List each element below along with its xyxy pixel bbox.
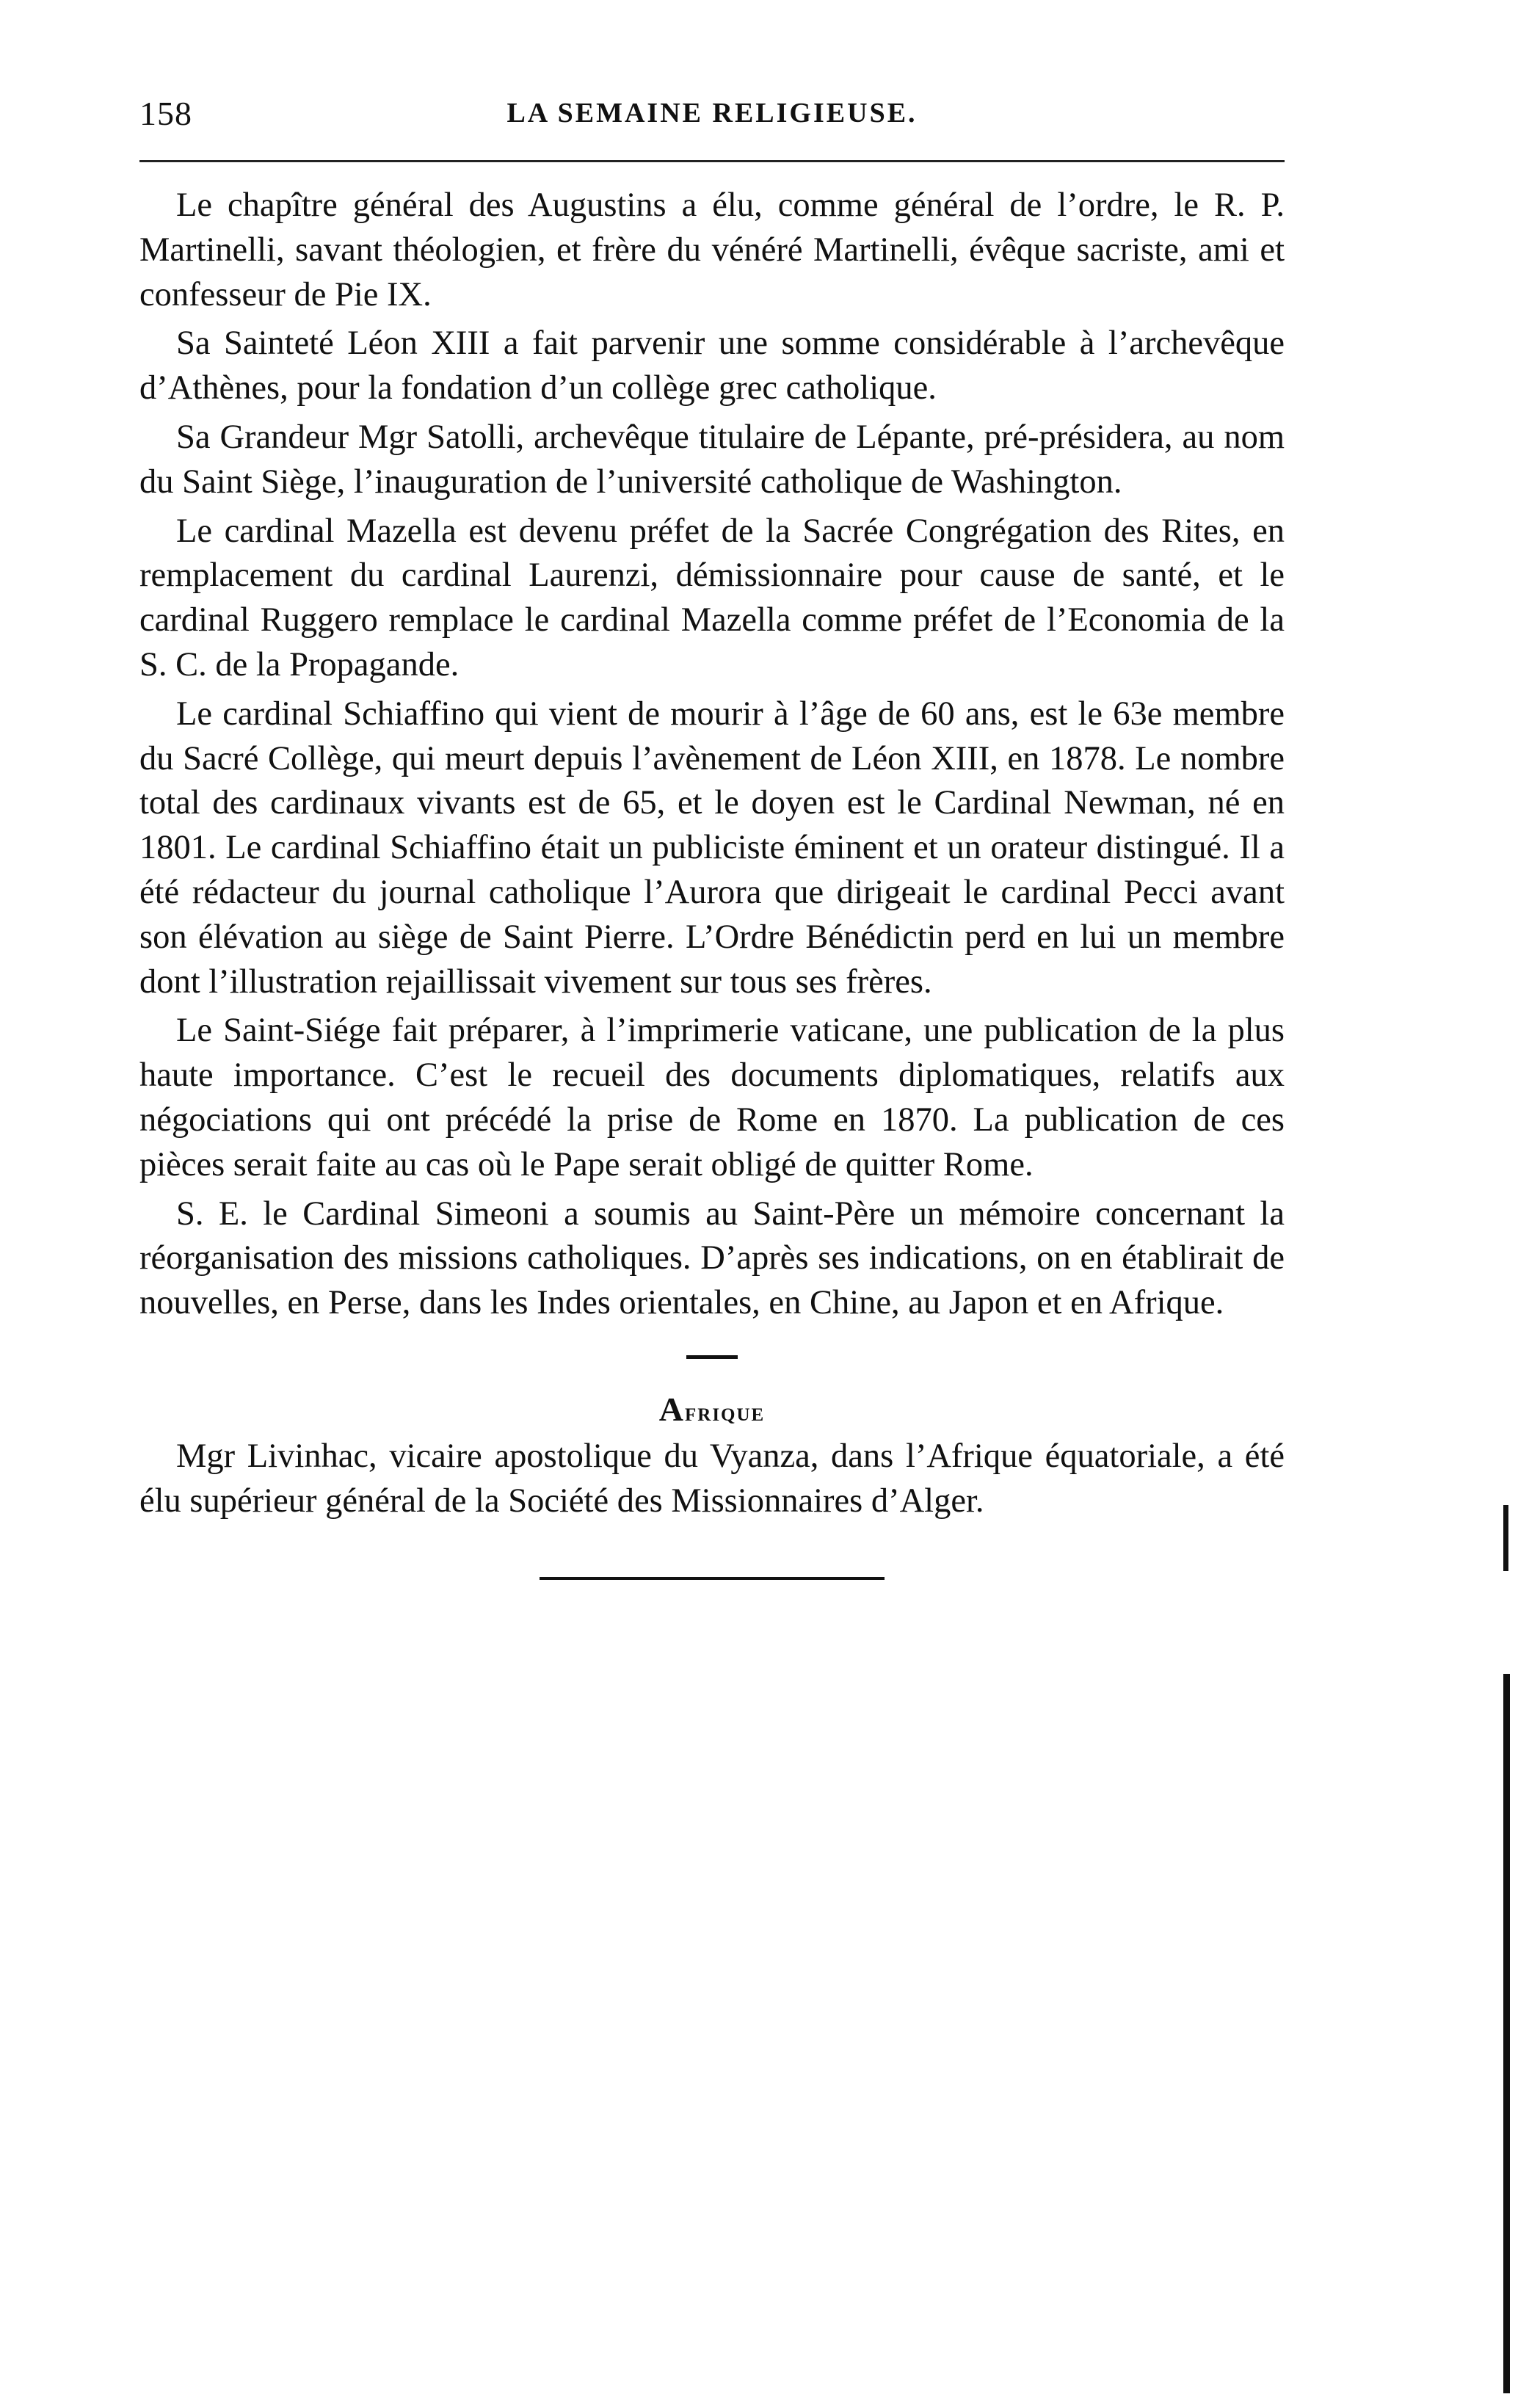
paragraph-saint-siege: Le Saint-Siége fait préparer, à l’imprimerie vaticane, une publication de la plus haute importance. C’est le recueil des documents diplomatiques, relatifs aux négociations qui ont précédé la prise de Rome en 1870. La publication de ces pièces serait faite au cas où le Pape serait obligé de quitter Rome. — [139, 1012, 1285, 1183]
header-rule — [139, 160, 1285, 162]
paragraph-athenes: Sa Sainteté Léon XIII a fait parvenir une somme considérable à l’archevêque d’Athènes, pour la fondation d’un collège grec catholique. — [139, 324, 1285, 407]
margin-mark-upper — [1503, 1505, 1508, 1571]
section-heading: Afrique — [658, 1390, 766, 1428]
journal-title: LA SEMAINE RELIGIEUSE. — [506, 98, 918, 128]
running-head — [139, 94, 1285, 138]
paragraph-livinhac: Mgr Livinhac, vicaire apostolique du Vyanza, dans l’Afrique équatoriale, a été élu supérieur général de la Société des Missionnaires d’Alger. — [139, 1437, 1285, 1520]
paragraph-augustins: Le chapître général des Augustins a élu, comme général de l’ordre, le R. P. Martinelli, savant théologien, et frère du vénéré Martinelli, évêque sacriste, ami et confesseur de Pie IX. — [139, 186, 1285, 313]
paragraph-schiaffino: Le cardinal Schiaffino qui vient de mourir à l’âge de 60 ans, est le 63e membre du Sacré Collège, qui meurt depuis l’avènement de Léon XIII, en 1878. Le nombre total des cardinaux vivants est de 65, et le doyen est le Cardinal Newman, né en 1801. Le cardinal Schiaffino était un publiciste éminent et un orateur distingué. Il a été rédacteur du journal catholique l’Aurora que dirigeait le cardinal Pecci avant son élévation au siège de Saint Pierre. L’Ordre Bénédictin perd en lui un membre dont l’illustration rejaillissait vivement sur tous ses frères. — [139, 695, 1285, 1001]
paragraph-mazella: Le cardinal Mazella est devenu préfet de la Sacrée Congrégation des Rites, en remplacement du cardinal Laurenzi, démissionnaire pour cause de santé, et le cardinal Ruggero remplace le cardinal Mazella comme préfet de l’Economia de la S. C. de la Propagande. — [139, 512, 1285, 683]
margin-mark-lower — [1503, 1674, 1510, 2393]
section-separator-dash — [686, 1355, 738, 1359]
paragraph-satolli: Sa Grandeur Mgr Satolli, archevêque titulaire de Lépante, pré-présidera, au nom du Saint Siège, l’inauguration de l’université catholique de Washington. — [139, 418, 1285, 501]
page-number: 158 — [139, 95, 192, 132]
body-text — [139, 184, 1285, 1580]
closing-rule — [540, 1577, 885, 1580]
document-page — [139, 0, 1285, 2408]
paragraph-simeoni: S. E. le Cardinal Simeoni a soumis au Saint-Père un mémoire concernant la réorganisation des missions catholiques. D’après ses indications, on en établirait de nouvelles, en Perse, dans les Indes orientales, en Chine, au Japon et en Afrique. — [139, 1194, 1285, 1322]
